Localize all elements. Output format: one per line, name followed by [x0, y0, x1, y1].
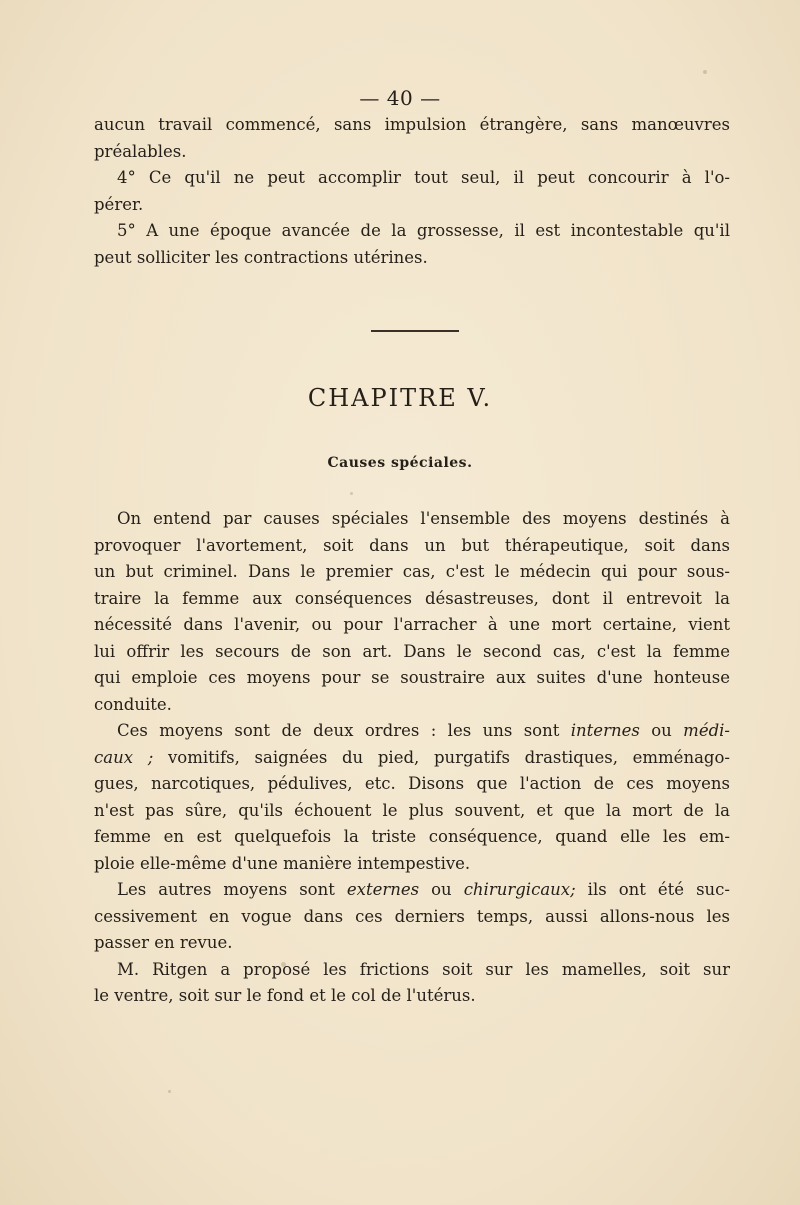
text-line: le ventre, soit sur le fond et le col de l'utérus.	[94, 986, 476, 1005]
text-line: qui emploie ces moyens pour se soustraire aux suites d'une honteuse	[94, 668, 730, 687]
text-line: n'est pas sûre, qu'ils échouent le plus souvent, et que la mort de la	[94, 800, 730, 820]
page-number: — 40 —	[359, 86, 441, 110]
section-divider	[371, 330, 459, 332]
text-line: passer en revue.	[94, 933, 233, 952]
text-line: M. Ritgen a proposé les frictions soit sur les mamelles, soit sur	[117, 959, 730, 979]
text-line: Les autres moyens sont externes ou chirurgicaux; ils ont été suc-	[117, 880, 730, 899]
paper-foxing-spot	[281, 962, 286, 967]
text-line: nécessité dans l'avenir, ou pour l'arracher à une mort certaine, vient	[94, 615, 730, 634]
paper-foxing-spot	[168, 1090, 171, 1093]
chapter-subtitle: Causes spéciales.	[327, 455, 473, 471]
text-line: aucun travail commencé, sans impulsion étrangère, sans manœuvres	[94, 115, 730, 134]
text-line: Ces moyens sont de deux ordres : les uns sont internes ou médi-	[117, 721, 730, 740]
text-line: pérer.	[94, 194, 144, 214]
text-line: gues, narcotiques, pédulives, etc. Disons que l'action de ces moyens	[94, 774, 730, 793]
text-line: traire la femme aux conséquences désastreuses, dont il entrevoit la	[94, 588, 730, 608]
opening-text	[94, 112, 730, 271]
text-line: 5° A une époque avancée de la grossesse, il est incontestable qu'il	[117, 221, 730, 240]
text-line: lui offrir les secours de son art. Dans le second cas, c'est la femme	[94, 641, 730, 661]
text-line: préalables.	[94, 141, 187, 161]
text-line: conduite.	[94, 694, 172, 714]
text-line: caux ; vomitifs, saignées du pied, purgatifs drastiques, emménago-	[94, 747, 730, 767]
text-line: cessivement en vogue dans ces derniers temps, aussi allons-nous les	[94, 906, 730, 926]
text-line: un but criminel. Dans le premier cas, c'est le médecin qui pour sous-	[94, 562, 730, 581]
text-line: femme en est quelquefois la triste conséquence, quand elle les em-	[94, 827, 730, 846]
chapter-title: CHAPITRE V.	[307, 384, 493, 412]
paper-foxing-spot	[703, 70, 707, 74]
text-line: provoquer l'avortement, soit dans un but thérapeutique, soit dans	[94, 535, 730, 555]
text-line: On entend par causes spéciales l'ensemble des moyens destinés à	[117, 509, 730, 528]
text-line: peut solliciter les contractions utérines.	[94, 247, 428, 267]
paper-foxing-spot	[350, 492, 353, 495]
text-line: 4° Ce qu'il ne peut accomplir tout seul, il peut concourir à l'o-	[117, 168, 730, 187]
chapter-body	[94, 506, 730, 1010]
text-line: ploie elle-même d'une manière intempestive.	[94, 853, 471, 873]
